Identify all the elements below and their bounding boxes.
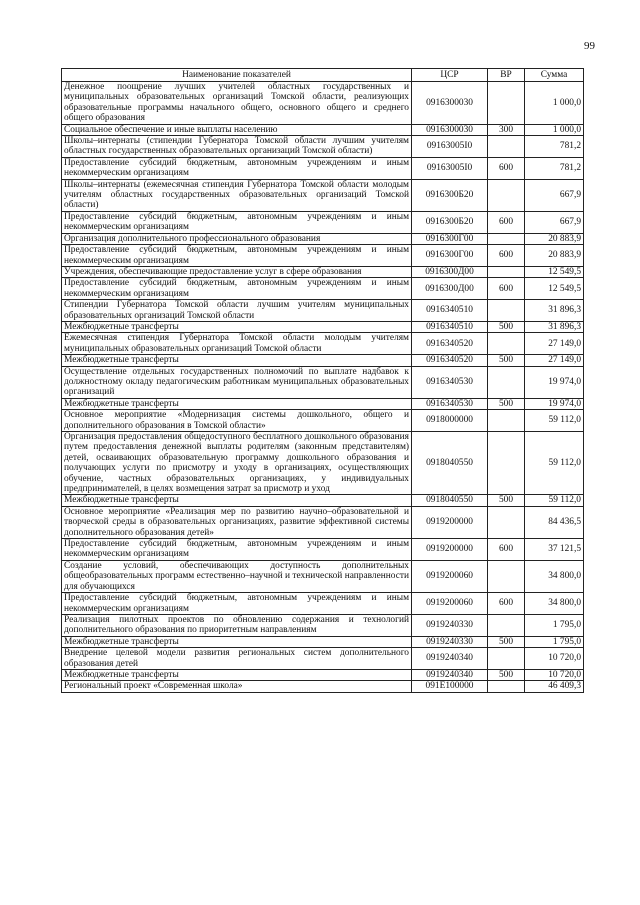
- row-vr-cell: [488, 233, 525, 244]
- table-row: [62, 495, 584, 506]
- table-row: [62, 636, 584, 647]
- row-vr-cell: [488, 560, 525, 592]
- row-vr-cell: 500: [488, 355, 525, 366]
- row-sum-cell: 31 896,3: [525, 300, 584, 322]
- row-csr-cell: 0916300Б20: [412, 179, 488, 211]
- row-name-cell: Создание условий, обеспечивающих доступность дополнительных общеобразовательных программ естественно–научной и технической направленности для обучающихся: [62, 560, 412, 592]
- row-sum-cell: 37 121,5: [525, 539, 584, 561]
- table-row: [62, 333, 584, 355]
- row-csr-cell: 0916300Б20: [412, 211, 488, 233]
- table-row: [62, 669, 584, 680]
- table-row: [62, 593, 584, 615]
- table-row: [62, 124, 584, 135]
- row-csr-cell: 0916300Д00: [412, 266, 488, 277]
- row-sum-cell: 10 720,0: [525, 669, 584, 680]
- table-body: [62, 82, 584, 693]
- row-sum-cell: 667,9: [525, 179, 584, 211]
- row-name-cell: Региональный проект «Современная школа»: [62, 681, 412, 692]
- table-row: [62, 266, 584, 277]
- row-csr-cell: 0919200060: [412, 560, 488, 592]
- row-sum-cell: 1 795,0: [525, 614, 584, 636]
- row-sum-cell: 59 112,0: [525, 410, 584, 432]
- row-sum-cell: 781,2: [525, 136, 584, 158]
- row-sum-cell: 34 800,0: [525, 560, 584, 592]
- row-vr-cell: [488, 648, 525, 670]
- row-name-cell: Денежное поощрение лучших учителей областных государственных и муниципальных образовательных организаций Томской области, реализующих образовательные программы начального общего, основного общего и среднего общего образования: [62, 82, 412, 125]
- row-csr-cell: 0916300Г00: [412, 245, 488, 267]
- row-name-cell: Межбюджетные трансферты: [62, 398, 412, 409]
- row-csr-cell: 0919240340: [412, 648, 488, 670]
- row-csr-cell: 09163005I0: [412, 136, 488, 158]
- row-name-cell: Межбюджетные трансферты: [62, 636, 412, 647]
- row-name-cell: Предоставление субсидий бюджетным, автономным учреждениям и иным некоммерческим организациям: [62, 539, 412, 561]
- row-vr-cell: 500: [488, 495, 525, 506]
- row-name-cell: Межбюджетные трансферты: [62, 495, 412, 506]
- row-vr-cell: [488, 681, 525, 692]
- row-vr-cell: 500: [488, 398, 525, 409]
- row-csr-cell: 0916340520: [412, 355, 488, 366]
- row-name-cell: Школы–интернаты (ежемесячная стипендия Губернатора Томской области молодым учителям областных государственных образовательных организаций Томской области): [62, 179, 412, 211]
- row-sum-cell: 46 409,3: [525, 681, 584, 692]
- row-name-cell: Реализация пилотных проектов по обновлению содержания и технологий дополнительного образования по приоритетным направлениям: [62, 614, 412, 636]
- header-csr: ЦСР: [412, 69, 488, 82]
- row-sum-cell: 59 112,0: [525, 432, 584, 495]
- table-header-row: [62, 69, 584, 82]
- row-vr-cell: 600: [488, 157, 525, 179]
- row-sum-cell: 20 883,9: [525, 245, 584, 267]
- row-sum-cell: 31 896,3: [525, 321, 584, 332]
- row-vr-cell: [488, 136, 525, 158]
- row-csr-cell: 0918040550: [412, 432, 488, 495]
- row-name-cell: Основное мероприятие «Реализация мер по развитию научно–образовательной и творческой среды в образовательных организациях, развитие эффективной системы дополнительного образования детей»: [62, 506, 412, 538]
- row-name-cell: Организация дополнительного профессионального образования: [62, 233, 412, 244]
- row-csr-cell: 0919240330: [412, 636, 488, 647]
- row-vr-cell: [488, 506, 525, 538]
- table-row: [62, 355, 584, 366]
- row-vr-cell: [488, 410, 525, 432]
- row-csr-cell: 0918000000: [412, 410, 488, 432]
- row-name-cell: Межбюджетные трансферты: [62, 321, 412, 332]
- row-sum-cell: 34 800,0: [525, 593, 584, 615]
- row-vr-cell: 600: [488, 278, 525, 300]
- table-row: [62, 157, 584, 179]
- row-vr-cell: [488, 179, 525, 211]
- table-row: [62, 398, 584, 409]
- row-vr-cell: 500: [488, 321, 525, 332]
- row-sum-cell: 20 883,9: [525, 233, 584, 244]
- row-name-cell: Предоставление субсидий бюджетным, автономным учреждениям и иным некоммерческим организациям: [62, 593, 412, 615]
- table-row: [62, 410, 584, 432]
- row-csr-cell: 0916300030: [412, 124, 488, 135]
- row-name-cell: Предоставление субсидий бюджетным, автономным учреждениям и иным некоммерческим организациям: [62, 211, 412, 233]
- row-vr-cell: 600: [488, 593, 525, 615]
- table-row: [62, 506, 584, 538]
- row-sum-cell: 1 000,0: [525, 82, 584, 125]
- row-csr-cell: 0916300030: [412, 82, 488, 125]
- row-vr-cell: 300: [488, 124, 525, 135]
- table-row: [62, 179, 584, 211]
- row-csr-cell: 0919200000: [412, 506, 488, 538]
- row-sum-cell: 59 112,0: [525, 495, 584, 506]
- row-csr-cell: 0919240330: [412, 614, 488, 636]
- row-csr-cell: 0916340510: [412, 321, 488, 332]
- row-csr-cell: 0916340530: [412, 366, 488, 398]
- table-row: [62, 539, 584, 561]
- row-csr-cell: 0919200000: [412, 539, 488, 561]
- row-vr-cell: 500: [488, 669, 525, 680]
- table-row: [62, 233, 584, 244]
- table-row: [62, 82, 584, 125]
- row-csr-cell: 0919200060: [412, 593, 488, 615]
- row-vr-cell: 600: [488, 211, 525, 233]
- row-name-cell: Организация предоставления общедоступного бесплатного дошкольного образования путем предоставления денежной выплаты родителям (законным представителям) детей, осваивающих образовательную программу дошкольного образования и получающих услуги по присмотру и уходу в организациях, осуществляющих обучение, частных образовательных организациях, у индивидуальных предпринимателей, в целях возмещения затрат за присмотр и уход: [62, 432, 412, 495]
- row-csr-cell: 0918040550: [412, 495, 488, 506]
- table-row: [62, 560, 584, 592]
- row-csr-cell: 0916340520: [412, 333, 488, 355]
- row-sum-cell: 1 000,0: [525, 124, 584, 135]
- table-row: [62, 300, 584, 322]
- header-vr: ВР: [488, 69, 525, 82]
- row-vr-cell: [488, 300, 525, 322]
- row-vr-cell: 600: [488, 245, 525, 267]
- row-sum-cell: 19 974,0: [525, 398, 584, 409]
- header-sum: Сумма: [525, 69, 584, 82]
- row-sum-cell: 667,9: [525, 211, 584, 233]
- row-name-cell: Внедрение целевой модели развития региональных систем дополнительного образования детей: [62, 648, 412, 670]
- budget-table: [61, 68, 584, 693]
- row-sum-cell: 27 149,0: [525, 355, 584, 366]
- row-csr-cell: 0919240340: [412, 669, 488, 680]
- row-vr-cell: 500: [488, 636, 525, 647]
- table-row: [62, 245, 584, 267]
- row-sum-cell: 27 149,0: [525, 333, 584, 355]
- row-vr-cell: [488, 82, 525, 125]
- row-sum-cell: 19 974,0: [525, 366, 584, 398]
- row-sum-cell: 12 549,5: [525, 278, 584, 300]
- row-name-cell: Стипендии Губернатора Томской области лучшим учителям муниципальных образовательных организаций Томской области: [62, 300, 412, 322]
- row-sum-cell: 781,2: [525, 157, 584, 179]
- row-vr-cell: 600: [488, 539, 525, 561]
- table-row: [62, 278, 584, 300]
- row-sum-cell: 1 795,0: [525, 636, 584, 647]
- row-name-cell: Межбюджетные трансферты: [62, 355, 412, 366]
- row-vr-cell: [488, 333, 525, 355]
- row-csr-cell: 09163005I0: [412, 157, 488, 179]
- row-vr-cell: [488, 614, 525, 636]
- row-csr-cell: 0916300Г00: [412, 233, 488, 244]
- row-vr-cell: [488, 432, 525, 495]
- row-name-cell: Предоставление субсидий бюджетным, автономным учреждениям и иным некоммерческим организациям: [62, 278, 412, 300]
- row-csr-cell: 0916300Д00: [412, 278, 488, 300]
- table-row: [62, 614, 584, 636]
- row-name-cell: Основное мероприятие «Модернизация системы дошкольного, общего и дополнительного образования в Томской области»: [62, 410, 412, 432]
- table-row: [62, 211, 584, 233]
- row-sum-cell: 84 436,5: [525, 506, 584, 538]
- row-name-cell: Школы–интернаты (стипендии Губернатора Томской области лучшим учителям областных государственных образовательных организаций Томской области): [62, 136, 412, 158]
- table-row: [62, 321, 584, 332]
- table-row: [62, 648, 584, 670]
- row-name-cell: Ежемесячная стипендия Губернатора Томской области молодым учителям муниципальных образовательных организаций Томской области: [62, 333, 412, 355]
- row-vr-cell: [488, 366, 525, 398]
- page-number: 99: [584, 40, 595, 52]
- row-name-cell: Учреждения, обеспечивающие предоставление услуг в сфере образования: [62, 266, 412, 277]
- row-csr-cell: 0916340530: [412, 398, 488, 409]
- row-csr-cell: 091E100000: [412, 681, 488, 692]
- table-row: [62, 136, 584, 158]
- row-name-cell: Осуществление отдельных государственных полномочий по выплате надбавок к должностному окладу педагогическим работникам муниципальных образовательных организаций: [62, 366, 412, 398]
- row-name-cell: Социальное обеспечение и иные выплаты населению: [62, 124, 412, 135]
- table-row: [62, 432, 584, 495]
- row-name-cell: Межбюджетные трансферты: [62, 669, 412, 680]
- row-name-cell: Предоставление субсидий бюджетным, автономным учреждениям и иным некоммерческим организациям: [62, 157, 412, 179]
- row-csr-cell: 0916340510: [412, 300, 488, 322]
- table-row: [62, 681, 584, 692]
- table-row: [62, 366, 584, 398]
- row-vr-cell: [488, 266, 525, 277]
- row-name-cell: Предоставление субсидий бюджетным, автономным учреждениям и иным некоммерческим организациям: [62, 245, 412, 267]
- row-sum-cell: 12 549,5: [525, 266, 584, 277]
- row-sum-cell: 10 720,0: [525, 648, 584, 670]
- header-name: Наименование показателей: [62, 69, 412, 82]
